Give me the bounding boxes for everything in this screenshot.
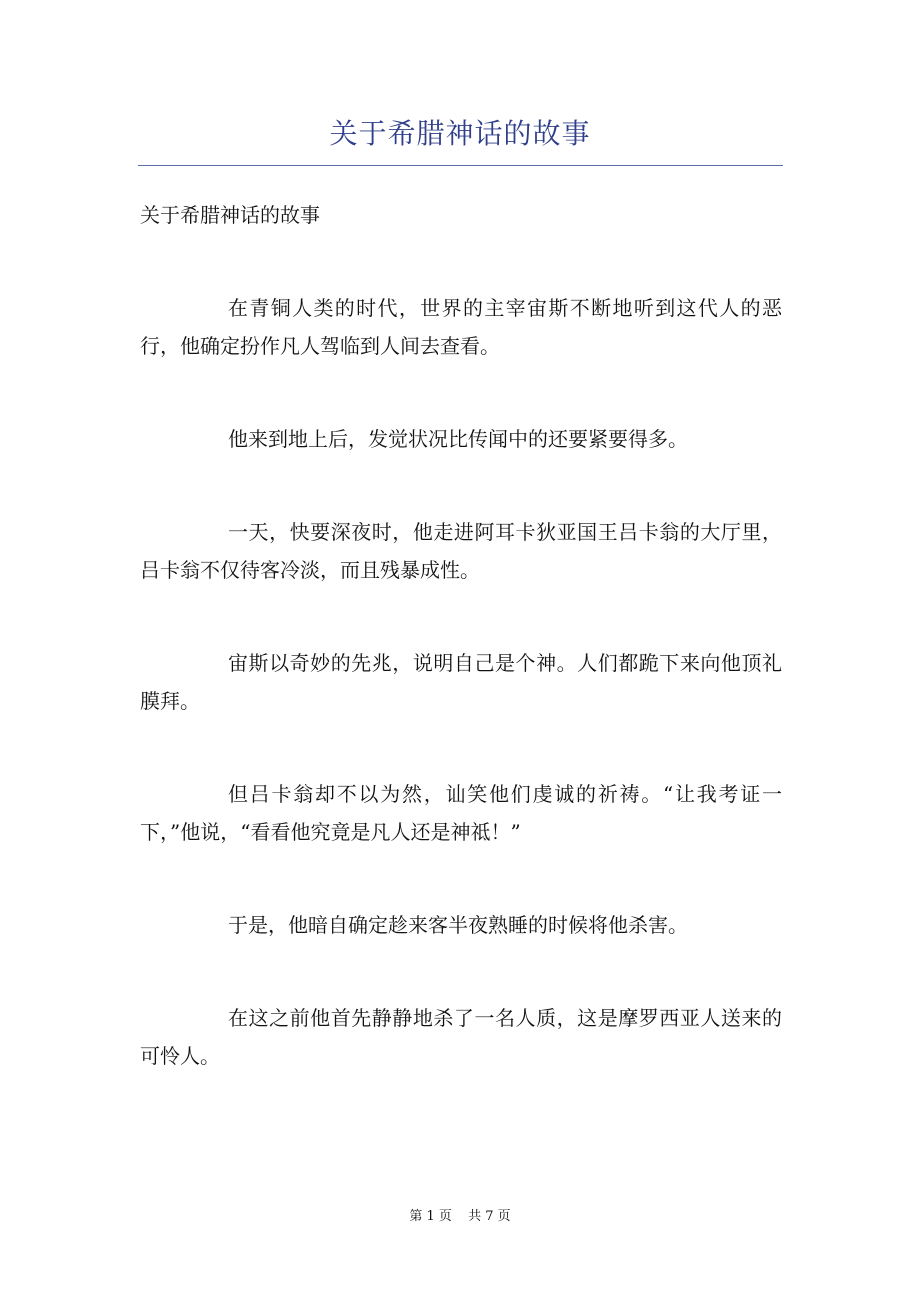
paragraph-3: 一天，快要深夜时，他走进阿耳卡狄亚国王吕卡翁的大厅里，吕卡翁不仅待客冷淡，而且残暴成性。 [140, 520, 782, 582]
page-footer [0, 1205, 920, 1224]
paragraph-4: 宙斯以奇妙的先兆，说明自己是个神。人们都跪下来向他顶礼膜拜。 [140, 651, 782, 713]
title-divider [138, 165, 783, 166]
document-subtitle: 关于希腊神话的故事 [140, 203, 320, 227]
paragraph-2: 他来到地上后，发觉状况比传闻中的还要紧要得多。 [228, 427, 688, 451]
paragraph-5: 但吕卡翁却不以为然，讪笑他们虔诚的祈祷。“让我考证一下，”他说，“看看他究竟是凡人还是神祗！” [140, 782, 782, 844]
paragraph-7: 在这之前他首先静静地杀了一名人质，这是摩罗西亚人送来的可怜人。 [140, 1006, 782, 1068]
paragraph-6: 于是，他暗自确定趁来客半夜熟睡的时候将他杀害。 [228, 913, 688, 937]
page-number: 第 1 页 [409, 1209, 452, 1224]
document-body [140, 196, 782, 1130]
paragraph-1: 在青铜人类的时代，世界的主宰宙斯不断地听到这代人的恶行，他确定扮作凡人驾临到人间去查看。 [140, 296, 782, 358]
page-total: 共 7 页 [468, 1209, 511, 1224]
document-title: 关于希腊神话的故事 [329, 117, 591, 150]
